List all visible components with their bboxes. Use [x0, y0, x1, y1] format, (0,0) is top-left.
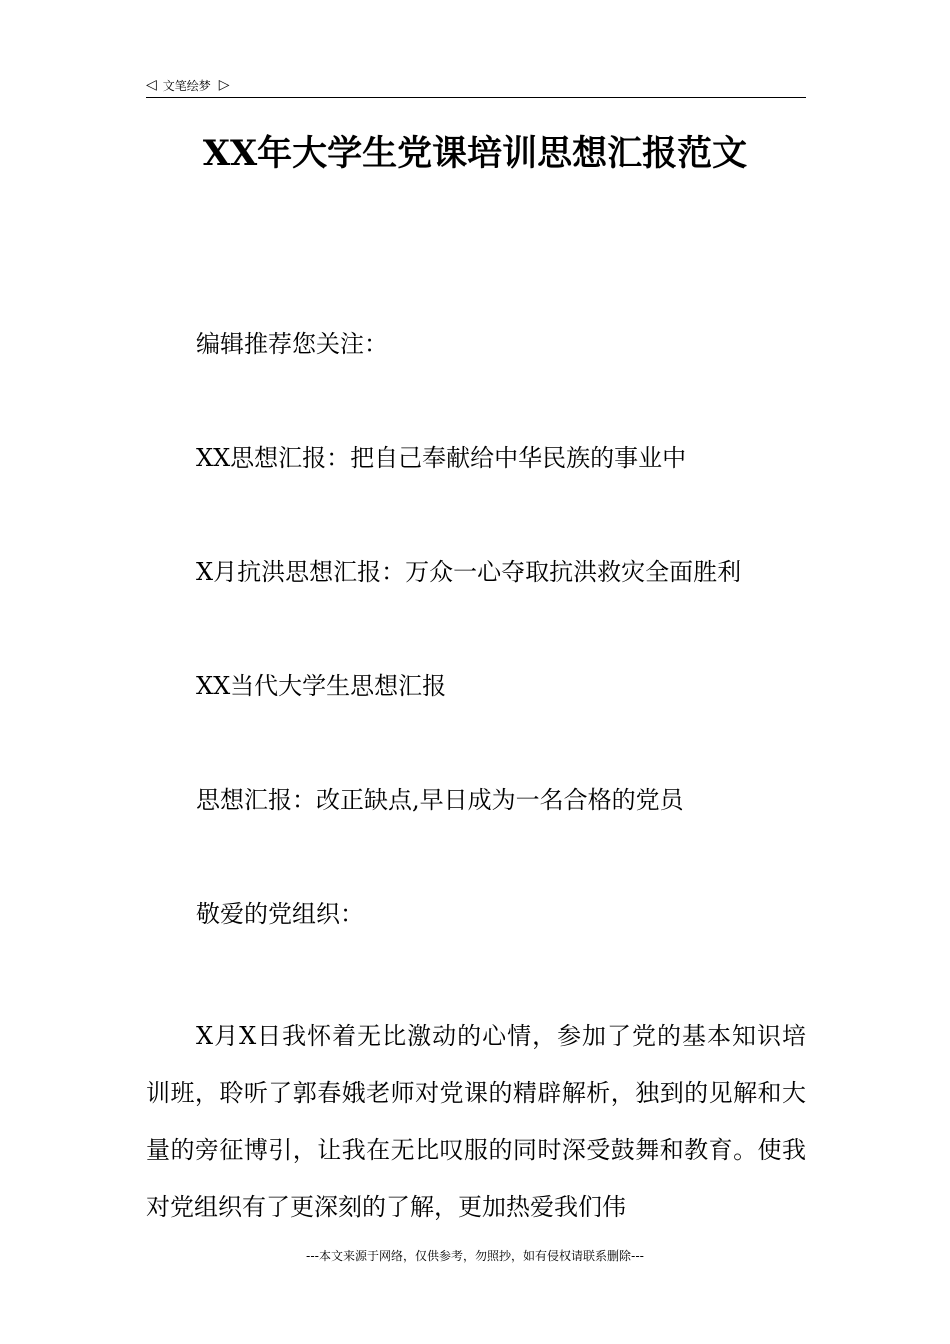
recommended-article-2: X月抗洪思想汇报：万众一心夺取抗洪救灾全面胜利 [196, 558, 742, 586]
page-header [146, 74, 806, 96]
body-paragraph: X月X日我怀着无比激动的心情，参加了党的基本知识培训班，聆听了郭春娥老师对党课的精辟解析，独到的见解和大量的旁征博引，让我在无比叹服的同时深受鼓舞和教育。使我对党组织有了更深刻的了解，更加热爱我们伟 [146, 1022, 806, 1221]
right-triangle-icon: ▷ [218, 77, 230, 93]
recommended-article-1: XX思想汇报：把自己奉献给中华民族的事业中 [196, 444, 687, 472]
page-footer-disclaimer: ---本文来源于网络，仅供参考，勿照抄，如有侵权请联系删除--- [306, 1249, 644, 1263]
recommended-article-4: 思想汇报：改正缺点,早日成为一名合格的党员 [196, 786, 684, 814]
recommended-article-3: XX当代大学生思想汇报 [196, 672, 447, 700]
brand-name: 文笔绘梦 [162, 78, 211, 93]
salutation: 敬爱的党组织： [196, 900, 364, 928]
editor-recommend-label: 编辑推荐您关注： [196, 330, 388, 358]
document-title: XX年大学生党课培训思想汇报范文 [202, 133, 748, 174]
left-triangle-icon: ◁ [146, 77, 157, 93]
header-divider [146, 97, 806, 98]
